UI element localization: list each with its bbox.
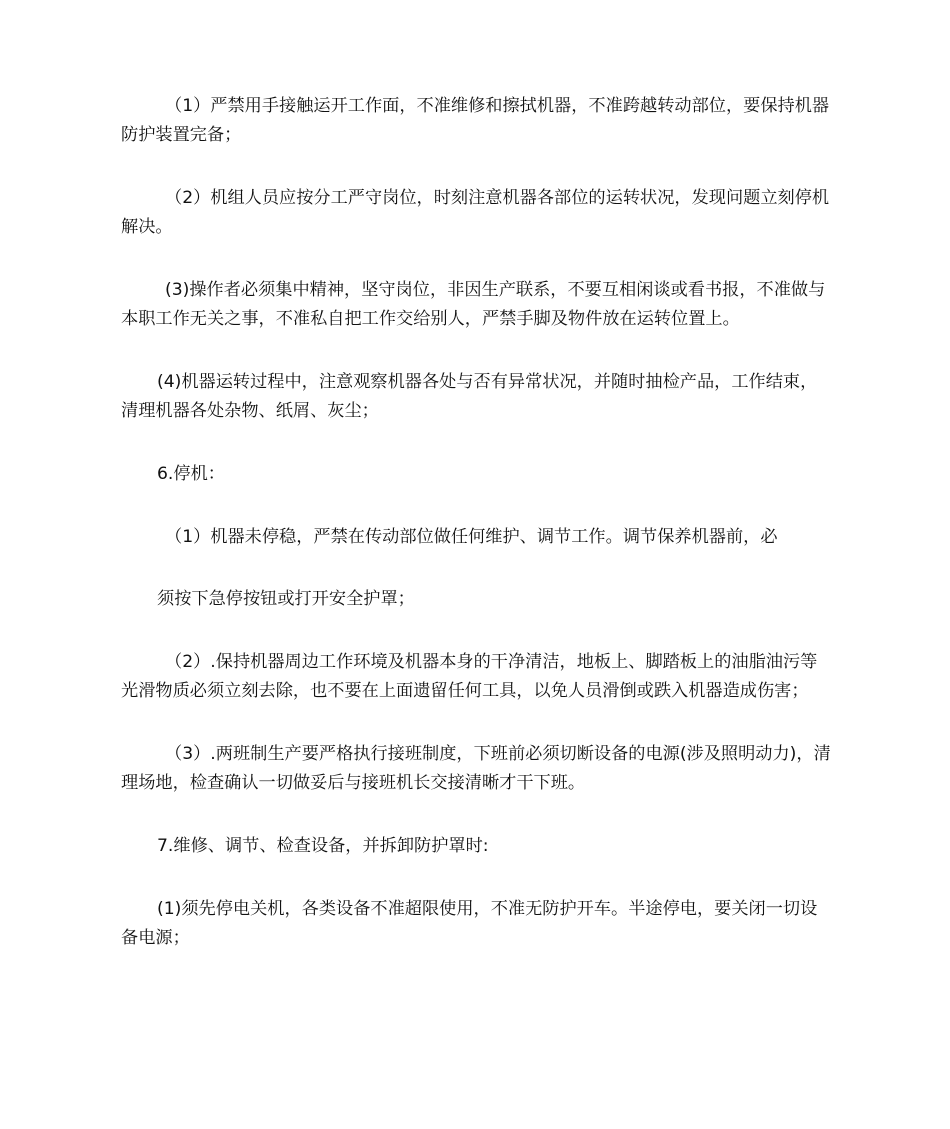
paragraph-safety-rule-3: (3)操作者必须集中精神，坚守岗位，非因生产联系，不要互相闲谈或看书报，不准做与本职工作无关之事，不准私自把工作交给别人，严禁手脚及物件放在运转位置上。 <box>121 280 826 329</box>
paragraph-maintenance-rule-1: (1)须先停电关机，各类设备不准超限使用，不准无防护开车。半途停电，要关闭一切设备电源； <box>121 899 818 948</box>
section-heading-stop-machine: 6.停机： <box>157 464 225 484</box>
paragraph-safety-rule-1: （1）严禁用手接触运开工作面，不准维修和擦拭机器，不准跨越转动部位，要保持机器防护装置完备； <box>121 96 830 145</box>
document-body <box>121 92 833 987</box>
paragraph-stop-rule-3: （3）.两班制生产要严格执行接班制度，下班前必须切断设备的电源(涉及照明动力)，清理场地，检查确认一切做妥后与接班机长交接清晰才干下班。 <box>121 744 831 793</box>
paragraph-stop-rule-1-part-b: 须按下急停按钮或打开安全护罩； <box>157 589 415 609</box>
paragraph-stop-rule-1-part-a: （1）机器未停稳，严禁在传动部位做任何维护、调节工作。调节保养机器前，必 <box>165 527 778 547</box>
paragraph-safety-rule-2: （2）机组人员应按分工严守岗位，时刻注意机器各部位的运转状况，发现问题立刻停机解决。 <box>121 188 830 237</box>
section-heading-maintenance: 7.维修、调节、检查设备，并拆卸防护罩时: <box>157 836 489 856</box>
paragraph-safety-rule-4: (4)机器运转过程中，注意观察机器各处与否有异常状况，并随时抽检产品，工作结束，清理机器各处杂物、纸屑、灰尘； <box>121 372 818 421</box>
paragraph-stop-rule-2: （2）.保持机器周边工作环境及机器本身的干净清洁，地板上、脚踏板上的油脂油污等光滑物质必须立刻去除，也不要在上面遗留任何工具，以免人员滑倒或跌入机器造成伤害； <box>121 652 818 701</box>
